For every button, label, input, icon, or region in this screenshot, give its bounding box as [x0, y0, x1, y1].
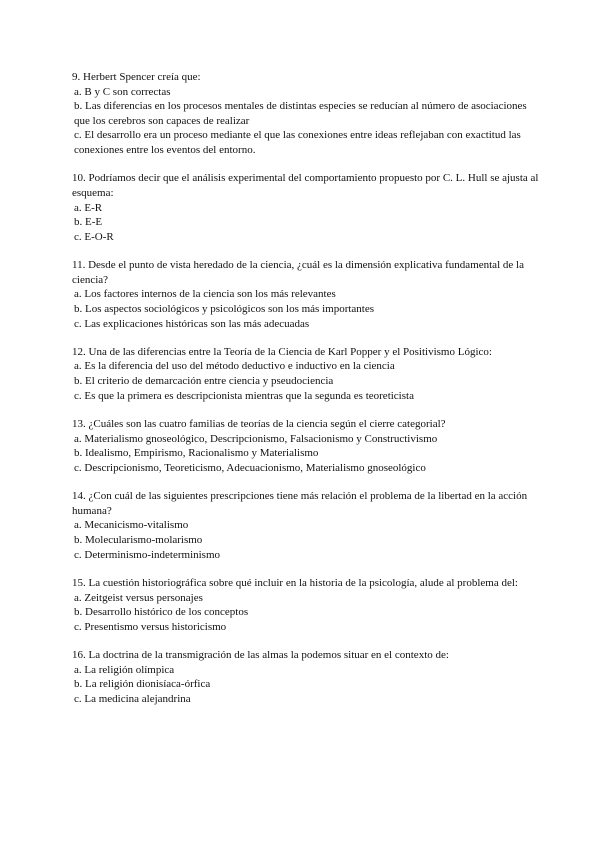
option-b: b. E-E — [74, 216, 103, 229]
option-b: b. Idealismo, Empirismo, Racionalismo y Materialismo — [74, 447, 319, 460]
question-16 — [72, 648, 542, 706]
option-a: a. La religión olímpica — [74, 663, 175, 676]
option-c: c. Presentismo versus historicismo — [74, 620, 227, 633]
question-text: 12. Una de las diferencias entre la Teoría de la Ciencia de Karl Popper y el Positivismo Lógico: — [72, 345, 492, 358]
question-11 — [72, 258, 542, 331]
option-c: c. El desarrollo era un proceso mediante el que las conexiones entre ideas reflejaban con exactitud las conexiones entre los eventos del entorno. — [74, 129, 521, 156]
question-text: 11. Desde el punto de vista heredado de la ciencia, ¿cuál es la dimensión explicativa fundamental de la ciencia? — [72, 259, 524, 286]
option-c: c. Descripcionismo, Teoreticismo, Adecuacionismo, Materialismo gnoseológico — [74, 461, 426, 474]
question-9 — [72, 70, 542, 158]
option-a: a. Mecanicismo-vitalismo — [74, 519, 189, 532]
option-b: b. Molecularismo-molarismo — [74, 534, 203, 547]
option-a: a. Los factores internos de la ciencia son los más relevantes — [74, 288, 336, 301]
option-c: c. La medicina alejandrina — [74, 692, 191, 705]
question-15 — [72, 576, 542, 634]
question-14 — [72, 489, 542, 562]
question-text: 14. ¿Con cuál de las siguientes prescripciones tiene más relación el problema de la libertad en la acción humana? — [72, 490, 528, 517]
question-text: 9. Herbert Spencer creía que: — [72, 71, 201, 83]
option-a: a. E-R — [74, 201, 103, 214]
option-a: a. Zeitgeist versus personajes — [74, 591, 203, 604]
question-text: 13. ¿Cuáles son las cuatro familias de teorías de la ciencia según el cierre categorial? — [72, 418, 446, 431]
question-12 — [72, 345, 542, 403]
option-c: c. Determinismo-indeterminismo — [74, 548, 221, 561]
option-a: a. Es la diferencia del uso del método deductivo e inductivo en la ciencia — [74, 360, 395, 373]
option-b: b. Las diferencias en los procesos mentales de distintas especies se reducían al número de asociaciones que los cerebros son capaces de realizar — [74, 100, 527, 127]
question-list — [72, 70, 542, 720]
question-text: 16. La doctrina de la transmigración de las almas la podemos situar en el contexto de: — [72, 649, 449, 662]
option-b: b. Desarrollo histórico de los conceptos — [74, 606, 249, 619]
option-b: b. El criterio de demarcación entre ciencia y pseudociencia — [74, 375, 334, 388]
option-c: c. E-O-R — [74, 230, 114, 243]
option-c: c. Las explicaciones históricas son las más adecuadas — [74, 317, 310, 330]
question-text: 15. La cuestión historiográfica sobre qué incluir en la historia de la psicología, alude al problema del: — [72, 577, 518, 589]
question-13 — [72, 417, 542, 475]
option-b: b. Los aspectos sociológicos y psicológicos son los más importantes — [74, 302, 375, 315]
option-a: a. B y C son correctas — [74, 85, 171, 98]
option-b: b. La religión dionisíaca-órfica — [74, 678, 211, 691]
option-a: a. Materialismo gnoseológico, Descripcionismo, Falsacionismo y Constructivismo — [74, 432, 438, 445]
question-10 — [72, 171, 542, 244]
question-text: 10. Podríamos decir que el análisis experimental del comportamiento propuesto por C. L. Hull se ajusta al esquema: — [72, 172, 539, 199]
option-c: c. Es que la primera es descripcionista mientras que la segunda es teoreticista — [74, 389, 414, 402]
